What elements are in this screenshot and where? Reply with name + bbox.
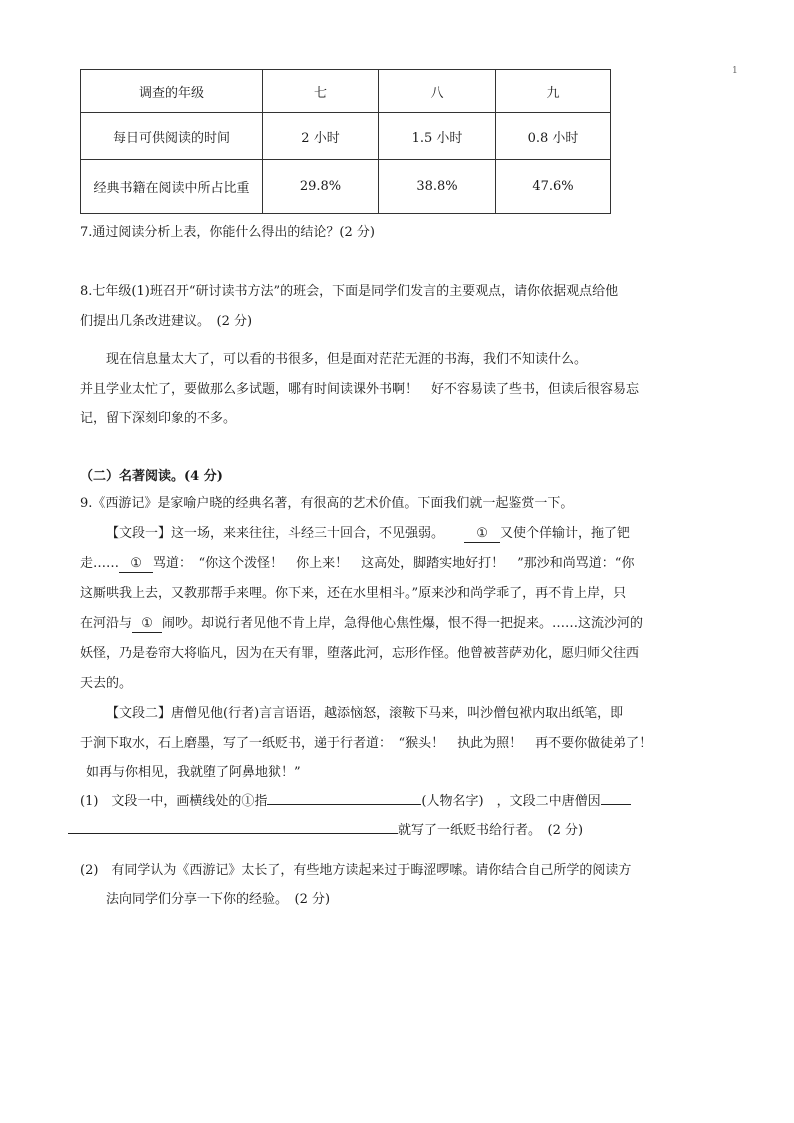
table-row xyxy=(81,160,611,214)
section-2-heading: （二）名著阅读。(4 分) xyxy=(80,469,223,484)
table-cell: 1.5 小时 xyxy=(379,113,496,160)
passage-1-line-3: 这厮哄我上去，又教那帮手来哩。你下来，还在水里相斗。”原来沙和尚学乖了，再不肯上岸，只 xyxy=(80,586,627,601)
reading-survey-table xyxy=(80,69,611,214)
answer-blank-1[interactable] xyxy=(267,804,421,805)
sub-question-2-line-1: (2) 有同学认为《西游记》太长了，有些地方读起来过于晦涩啰嗦。请你结合自己所学的阅读方 xyxy=(80,863,632,878)
table-cell: 九 xyxy=(496,70,611,113)
question-text: 就写了一纸贬书给行者。 (2 分) xyxy=(398,823,584,838)
table-cell: 七 xyxy=(263,70,379,113)
passage-text: 【文段一】这一场，来来往往，斗经三十回合，不见强弱。 xyxy=(106,526,445,541)
opinion-line-2: 并且学业太忙了，要做那么多试题，哪有时间读课外书啊！ 好不容易读了些书，但读后很容易忘 xyxy=(80,382,640,397)
blank-marker: ① xyxy=(119,556,153,573)
blank-marker: ① xyxy=(132,616,162,633)
opinion-line-3: 记，留下深刻印象的不多。 xyxy=(80,411,237,426)
table-cell: 38.8% xyxy=(379,160,496,214)
table-row xyxy=(81,70,611,113)
blank-marker: ① xyxy=(464,526,500,543)
page-number: 1 xyxy=(732,66,738,76)
question-8-line-1: 8.七年级(1)班召开“研讨读书方法”的班会，下面是同学们发言的主要观点，请你依据观点给他 xyxy=(80,284,619,299)
table-cell: 调查的年级 xyxy=(81,70,263,113)
table-cell: 29.8% xyxy=(263,160,379,214)
answer-blank-2-continued[interactable] xyxy=(68,833,398,834)
passage-1-line-6: 天去的。 xyxy=(80,676,133,691)
table-row xyxy=(81,113,611,160)
passage-1-line-4 xyxy=(80,615,643,633)
answer-blank-2[interactable] xyxy=(601,804,631,805)
table-cell: 47.6% xyxy=(496,160,611,214)
opinion-line-1: 现在信息量太大了，可以看的书很多，但是面对茫茫无涯的书海，我们不知读什么。 xyxy=(106,352,588,367)
passage-1-line-1 xyxy=(106,525,630,543)
table-cell: 0.8 小时 xyxy=(496,113,611,160)
passage-2-line-1: 【文段二】唐僧见他(行者)言言语语，越添恼怒，滚鞍下马来，叫沙僧包袱内取出纸笔，即 xyxy=(106,706,624,721)
sub-question-1-line-2 xyxy=(68,822,583,840)
table-cell: 八 xyxy=(379,70,496,113)
table-cell: 经典书籍在阅读中所占比重 xyxy=(81,160,263,214)
passage-text: 又使个佯输计，拖了钯 xyxy=(500,526,631,541)
sub-question-2-line-2: 法向同学们分享一下你的经验。 (2 分) xyxy=(106,892,331,907)
sub-question-1-line-1 xyxy=(80,793,631,811)
passage-1-line-5: 妖怪，乃是卷帘大将临凡，因为在天有罪，堕落此河，忘形作怪。他曾被菩萨劝化，愿归师父往西 xyxy=(80,646,640,661)
passage-text: 骂道： “你这个泼怪！ 你上来！ 这高处，脚踏实地好打！ ”那沙和尚骂道：“你 xyxy=(153,556,635,571)
question-9-intro: 9.《西游记》是家喻户晓的经典名著，有很高的艺术价值。下面我们就一起鉴赏一下。 xyxy=(80,496,574,511)
question-7: 7.通过阅读分析上表，你能什么得出的结论？(2 分) xyxy=(80,225,375,240)
question-text: (人物名字) ，文段二中唐僧因 xyxy=(421,794,601,809)
passage-2-line-3: 如再与你相见，我就堕了阿鼻地狱！” xyxy=(86,765,301,780)
table-cell: 2 小时 xyxy=(263,113,379,160)
passage-2-line-2: 于涧下取水，石上磨墨，写了一纸贬书，递于行者道： “猴头！ 执此为照！ 再不要你做徒弟了！ xyxy=(80,736,653,751)
question-text: (1) 文段一中，画横线处的①指 xyxy=(80,794,268,809)
table-cell: 每日可供阅读的时间 xyxy=(81,113,263,160)
passage-text: 闹吵。却说行者见他不肯上岸，急得他心焦性爆，恨不得一把捉来。……这流沙河的 xyxy=(162,616,644,631)
passage-text: 在河沿与 xyxy=(80,616,133,631)
passage-text: 走…… xyxy=(80,556,120,571)
question-8-line-2: 们提出几条改进建议。 (2 分) xyxy=(80,314,253,329)
passage-1-line-2 xyxy=(80,555,634,573)
